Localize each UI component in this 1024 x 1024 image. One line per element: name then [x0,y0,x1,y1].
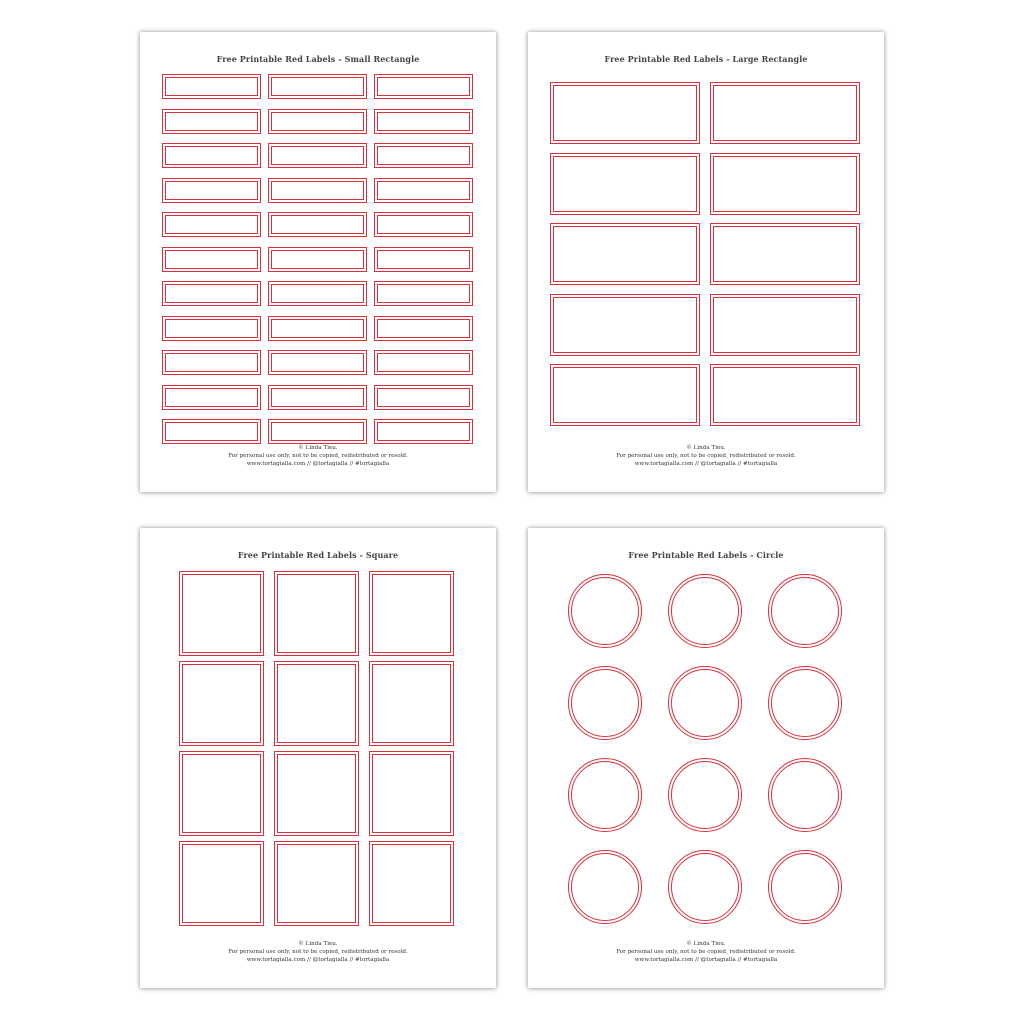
small-rectangle-label [162,385,261,410]
label-inner-border [571,669,639,737]
square-label [369,751,454,836]
label-inner-border [165,181,258,200]
label-inner-border [377,319,470,338]
footer-copyright: © Linda Tieu. [686,445,726,451]
label-inner-border [182,664,261,743]
label-inner-border [771,853,839,921]
small-rectangle-label [162,419,261,444]
sheet-footer [140,444,496,468]
small-rectangle-label [268,143,367,168]
small-rectangle-label [374,212,473,237]
label-inner-border [377,353,470,372]
large-rectangle-label [710,223,860,285]
circle-label [568,574,642,648]
label-inner-border [571,853,639,921]
label-inner-border [771,761,839,829]
label-inner-border [165,112,258,131]
small-rectangle-label [162,178,261,203]
large-rectangle-label [550,223,700,285]
label-inner-border [182,844,261,923]
small-rectangle-label [268,281,367,306]
label-inner-border [671,761,739,829]
small-rectangle-label [268,212,367,237]
small-rectangle-label [374,74,473,99]
label-inner-border [671,577,739,645]
label-inner-border [377,388,470,407]
label-grid [568,574,842,924]
label-inner-border [553,367,697,423]
square-label [179,841,264,926]
label-inner-border [671,853,739,921]
label-inner-border [277,574,356,653]
label-inner-border [377,181,470,200]
square-label [274,571,359,656]
footer-copyright: © Linda Tieu. [298,941,338,947]
label-sheet-square [140,528,496,988]
small-rectangle-label [162,212,261,237]
label-inner-border [372,754,451,833]
label-inner-border [277,664,356,743]
label-inner-border [165,250,258,269]
label-inner-border [713,297,857,353]
small-rectangle-label [162,74,261,99]
small-rectangle-label [162,316,261,341]
sheet-footer [528,940,884,964]
small-rectangle-label [374,143,473,168]
square-label [369,571,454,656]
label-inner-border [671,669,739,737]
small-rectangle-label [268,178,367,203]
label-inner-border [713,85,857,141]
footer-usage-note: For personal use only, not to be copied, redistributed or resold. [616,949,796,955]
label-inner-border [377,284,470,303]
circle-label [568,666,642,740]
label-inner-border [271,146,364,165]
footer-links: www.tortagialla.com // @tortagialla // #tortagialla [634,957,778,963]
small-rectangle-label [162,247,261,272]
large-rectangle-label [550,294,700,356]
circle-label [668,758,742,832]
label-inner-border [553,297,697,353]
footer-copyright: © Linda Tieu. [298,445,338,451]
footer-links: www.tortagialla.com // @tortagialla // #tortagialla [634,461,778,467]
small-rectangle-label [162,281,261,306]
large-rectangle-label [550,153,700,215]
label-inner-border [271,250,364,269]
circle-label [668,666,742,740]
small-rectangle-label [268,419,367,444]
label-inner-border [271,284,364,303]
large-rectangle-label [710,364,860,426]
label-inner-border [271,319,364,338]
circle-label [768,666,842,740]
footer-links: www.tortagialla.com // @tortagialla // #tortagialla [246,957,390,963]
small-rectangle-label [374,109,473,134]
small-rectangle-label [268,74,367,99]
label-inner-border [277,844,356,923]
square-label [274,661,359,746]
label-inner-border [182,754,261,833]
footer-usage-note: For personal use only, not to be copied, redistributed or resold. [228,949,408,955]
sheet-footer [140,940,496,964]
footer-usage-note: For personal use only, not to be copied, redistributed or resold. [228,453,408,459]
small-rectangle-label [268,316,367,341]
small-rectangle-label [268,247,367,272]
small-rectangle-label [374,385,473,410]
label-inner-border [271,353,364,372]
label-inner-border [165,422,258,441]
label-inner-border [372,664,451,743]
label-inner-border [372,844,451,923]
sheet-title: Free Printable Red Labels - Large Rectangle [604,54,808,64]
label-sheet-small-rectangle [140,32,496,492]
label-inner-border [165,77,258,96]
large-rectangle-label [710,82,860,144]
small-rectangle-label [374,316,473,341]
square-label [274,751,359,836]
label-inner-border [377,146,470,165]
label-inner-border [377,77,470,96]
label-inner-border [165,146,258,165]
label-inner-border [182,574,261,653]
footer-copyright: © Linda Tieu. [686,941,726,947]
small-rectangle-label [162,143,261,168]
label-inner-border [553,226,697,282]
label-inner-border [372,574,451,653]
small-rectangle-label [374,247,473,272]
large-rectangle-label [710,294,860,356]
label-inner-border [271,422,364,441]
label-inner-border [553,156,697,212]
small-rectangle-label [268,350,367,375]
label-inner-border [165,284,258,303]
label-inner-border [271,215,364,234]
footer-links: www.tortagialla.com // @tortagialla // #tortagialla [246,461,390,467]
sheet-title: Free Printable Red Labels - Small Rectangle [216,54,420,64]
square-label [179,661,264,746]
sheet-title: Free Printable Red Labels - Square [237,550,399,560]
large-rectangle-label [550,364,700,426]
label-inner-border [165,215,258,234]
label-inner-border [271,112,364,131]
small-rectangle-label [268,385,367,410]
square-label [369,841,454,926]
label-inner-border [771,669,839,737]
label-grid [179,571,454,926]
label-inner-border [571,761,639,829]
circle-label [568,758,642,832]
label-inner-border [377,215,470,234]
label-inner-border [713,156,857,212]
small-rectangle-label [374,350,473,375]
label-inner-border [571,577,639,645]
circle-label [768,574,842,648]
label-inner-border [165,319,258,338]
label-grid [162,74,473,444]
label-inner-border [713,226,857,282]
sheet-title: Free Printable Red Labels - Circle [628,550,784,560]
large-rectangle-label [550,82,700,144]
circle-label [568,850,642,924]
small-rectangle-label [374,419,473,444]
label-inner-border [277,754,356,833]
circle-label [668,850,742,924]
label-inner-border [165,388,258,407]
circle-label [768,758,842,832]
label-inner-border [271,181,364,200]
square-label [179,571,264,656]
small-rectangle-label [374,281,473,306]
circle-label [668,574,742,648]
label-inner-border [271,388,364,407]
label-inner-border [271,77,364,96]
footer-usage-note: For personal use only, not to be copied, redistributed or resold. [616,453,796,459]
square-label [369,661,454,746]
label-inner-border [553,85,697,141]
label-inner-border [771,577,839,645]
label-grid [550,82,860,426]
label-sheet-circle [528,528,884,988]
label-inner-border [165,353,258,372]
label-inner-border [377,112,470,131]
small-rectangle-label [162,350,261,375]
circle-label [768,850,842,924]
sheet-footer [528,444,884,468]
label-sheet-large-rectangle [528,32,884,492]
square-label [179,751,264,836]
large-rectangle-label [710,153,860,215]
small-rectangle-label [162,109,261,134]
small-rectangle-label [374,178,473,203]
label-inner-border [713,367,857,423]
small-rectangle-label [268,109,367,134]
label-inner-border [377,422,470,441]
square-label [274,841,359,926]
label-inner-border [377,250,470,269]
